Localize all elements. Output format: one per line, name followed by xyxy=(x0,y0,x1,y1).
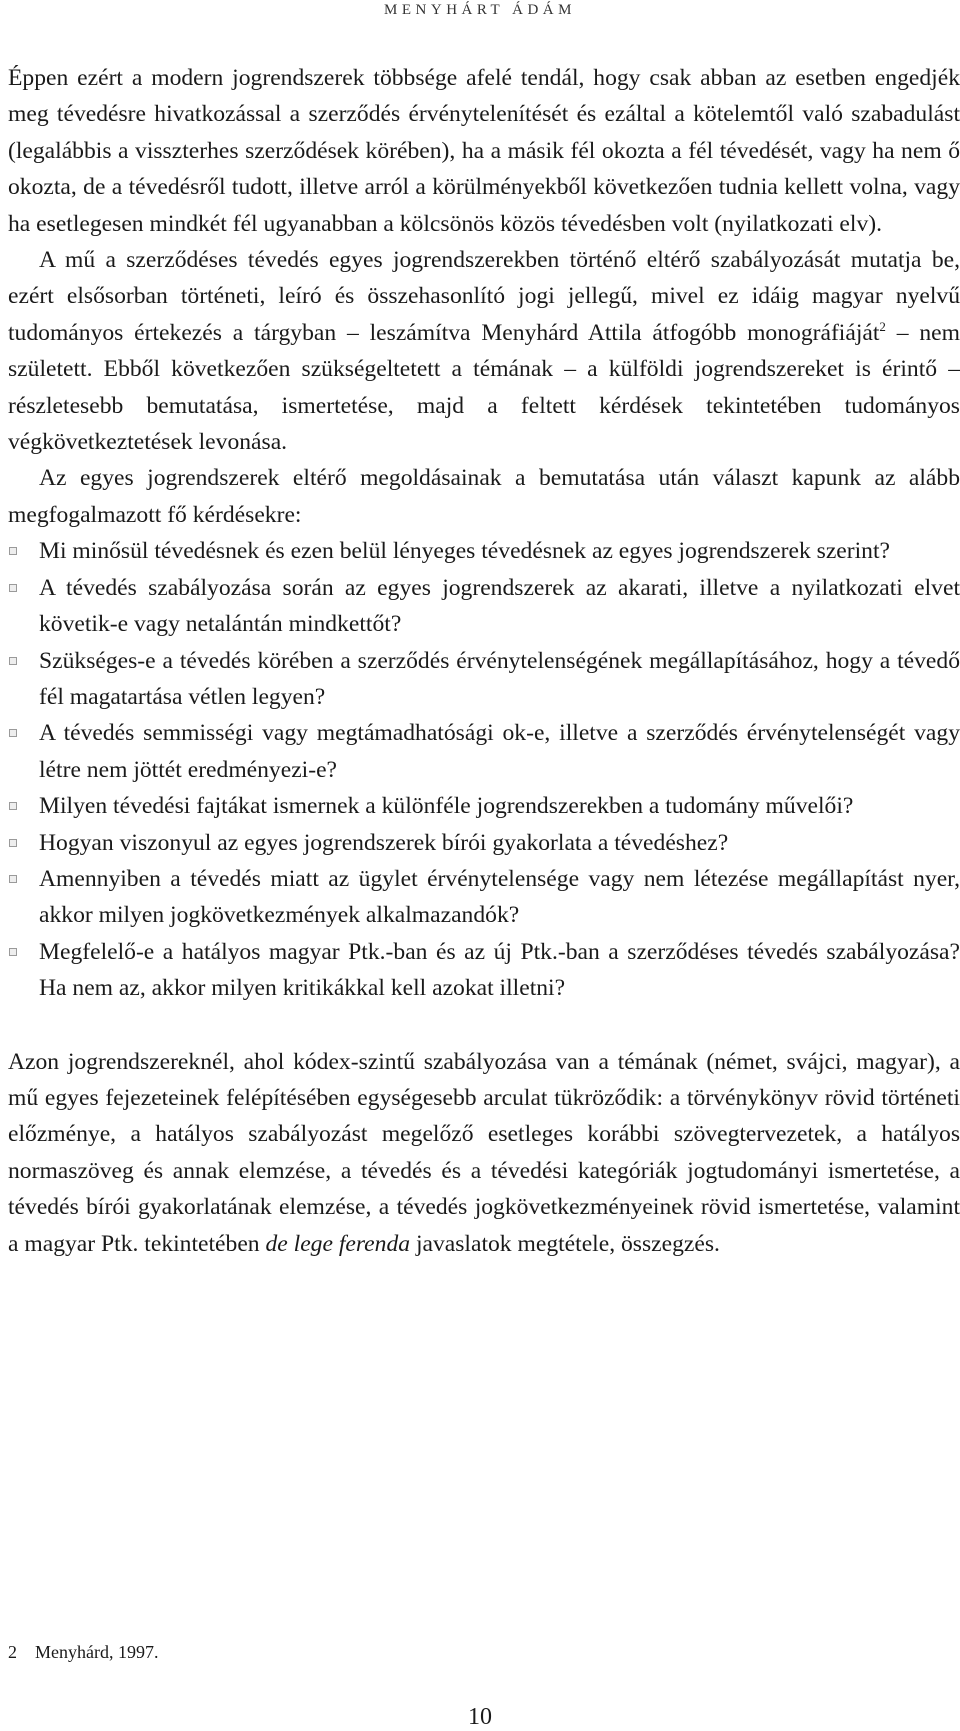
list-item-text: A tévedés szabályozása során az egyes jogrendszerek az akarati, illetve a nyilatkozati elvet követik-e vagy netalántán mindkettőt? xyxy=(39,574,960,638)
list-item xyxy=(8,861,960,934)
list-item-text: Megfelelő-e a hatályos magyar Ptk.-ban és az új Ptk.-ban a szerződéses tévedés szabályozása? Ha nem az, akkor milyen kritikákkal kell azokat illetni? xyxy=(39,938,960,1002)
list-item-text: A tévedés semmisségi vagy megtámadhatósági ok-e, illetve a szerződés érvénytelenségét vagy létre nem jöttét eredményezi-e? xyxy=(39,720,960,783)
paragraph-4-text-a: Azon jogrendszereknél, ahol kódex-szintű szabályozása van a témának (német, svájci, magyar), a mű egyes fejezeteinek felépítésében egységesebb arculat tükröződik: a törvénykönyv rövid történeti előzménye, a hatályos szabályozást megelőző esetleges korábbi szövegtervezetek, a hatályos normaszöveg és annak elemzése, a tévedés és a tévedési kategóriák jogtudományi ismertetése, a tévedés bírói gyakorlatának elemzése, a tévedés jogkövetkezményeinek rövid ismertetése, valamint a magyar Ptk. tekintetében xyxy=(8,1048,960,1257)
paragraph-4 xyxy=(8,1044,960,1262)
paragraph-2-text-b: – nem született. Ebből következően szükségeltetett a témának – a külföldi jogrendszereket is érintő – részletesebb bemutatása, ismertetése, majd a feltett kérdések tekintetében tudományos végkövetkeztetések levonása. xyxy=(8,319,960,456)
list-item-text: Amennyiben a tévedés miatt az ügylet érvénytelensége vagy nem létezése megállapítást nyer, akkor milyen jogkövetkezmények alkalmazandók? xyxy=(39,865,960,929)
paragraph-2-text-a: A mű a szerződéses tévedés egyes jogrendszerekben történő eltérő szabályozását mutatja be, ezért elsősorban történeti, leíró és összehasonlító jogi jellegű, mivel ez idáig magyar nyelvű tudományos értekezés a tárgyban – leszámítva Menyhárd Attila átfogóbb monográfiáját xyxy=(8,247,960,346)
list-item-text: Mi minősül tévedésnek és ezen belül lényeges tévedésnek az egyes jogrendszerek szerint? xyxy=(39,538,891,565)
square-bullet-icon xyxy=(9,584,17,592)
square-bullet-icon xyxy=(9,948,17,956)
running-header: MENYHÁRT ÁDÁM xyxy=(384,2,576,18)
section-spacer xyxy=(8,1007,960,1044)
footnote-number: 2 xyxy=(8,1642,17,1662)
body-text xyxy=(8,60,960,1262)
square-bullet-icon xyxy=(9,839,17,847)
list-item xyxy=(8,533,960,569)
latin-phrase: de lege ferenda xyxy=(265,1230,411,1257)
page-number: 10 xyxy=(468,1704,492,1730)
square-bullet-icon xyxy=(9,875,17,883)
paragraph-4-text-b: javaslatok megtétele, összegzés. xyxy=(410,1230,720,1257)
square-bullet-icon xyxy=(9,657,17,665)
question-list xyxy=(8,533,960,1006)
list-item xyxy=(8,570,960,643)
list-item xyxy=(8,825,960,861)
list-item-text: Hogyan viszonyul az egyes jogrendszerek bírói gyakorlata a tévedéshez? xyxy=(39,829,729,856)
list-item-text: Szükséges-e a tévedés körében a szerződés érvénytelenségének megállapításához, hogy a tévedő fél magatartása vétlen legyen? xyxy=(39,647,960,710)
list-item xyxy=(8,715,960,788)
list-item xyxy=(8,788,960,824)
paragraph-3: Az egyes jogrendszerek eltérő megoldásainak a bemutatása után választ kapunk az alább megfogalmazott fő kérdésekre: xyxy=(8,465,960,528)
paragraph-1: Éppen ezért a modern jogrendszerek többsége afelé tendál, hogy csak abban az esetben engedjék meg tévedésre hivatkozással a szerződés érvénytelenítését és ezáltal a kötelemtől való szabadulást (legalábbis a visszterhes szerződések körében), ha a másik fél okozta a fél tévedését, vagy ha nem ő okozta, de a tévedésről tudott, illetve arról a körülményekből következően tudnia kellett volna, vagy ha esetlegesen mindkét fél ugyanabban a kölcsönös közös tévedésben volt (nyilatkozati elv). xyxy=(8,65,960,237)
list-item xyxy=(8,934,960,1007)
square-bullet-icon xyxy=(9,547,17,555)
square-bullet-icon xyxy=(9,729,17,737)
list-item xyxy=(8,643,960,716)
list-item-text: Milyen tévedési fajtákat ismernek a különféle jogrendszerekben a tudomány művelői? xyxy=(39,793,854,820)
paragraph-2 xyxy=(8,242,960,460)
footnote-reference: 2 xyxy=(879,318,886,334)
footnote-text: Menyhárd, 1997. xyxy=(35,1642,159,1662)
footnote xyxy=(8,1642,158,1663)
square-bullet-icon xyxy=(9,802,17,810)
